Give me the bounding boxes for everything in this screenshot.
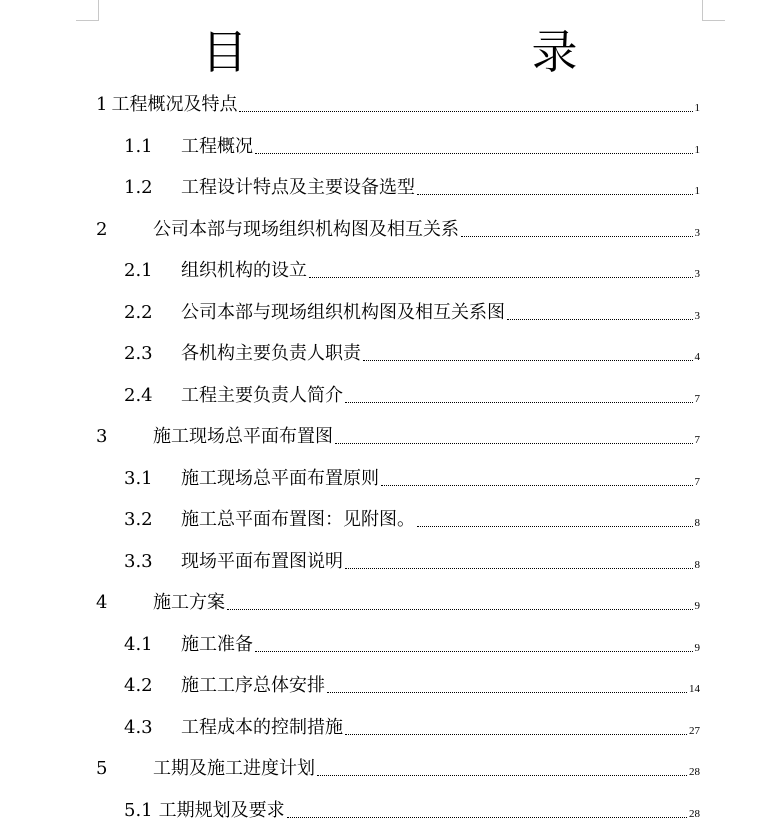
toc-entry-label: 施工现场总平面布置图: [153, 426, 333, 447]
toc-entry-label: 各机构主要负责人职责: [181, 343, 361, 364]
toc-entry[interactable]: [96, 711, 700, 739]
toc-dot-leader: [335, 442, 693, 444]
toc-dot-leader: [363, 359, 693, 361]
toc-entry-page-number: 1: [694, 144, 700, 156]
toc-entry-label: 组织机构的设立: [181, 260, 307, 281]
toc-entry-page-number: 9: [694, 642, 700, 654]
toc-dot-leader: [287, 816, 687, 818]
toc-dot-leader: [255, 650, 693, 652]
toc-entry-page-number: 1: [694, 185, 700, 197]
toc-entry-number: 1.1: [124, 136, 153, 157]
toc-entry-number: 4.2: [124, 675, 153, 696]
toc-dot-leader: [255, 152, 693, 154]
toc-title: 目 录: [201, 25, 642, 79]
toc-entry-label: 施工准备: [181, 634, 253, 655]
toc-entry-label: 施工现场总平面布置原则: [181, 468, 379, 489]
toc-entry-number: 3: [96, 426, 108, 447]
toc-entry-number: 3.3: [124, 551, 153, 572]
toc-entry-label: 工程概况及特点: [111, 94, 238, 115]
crop-mark-top-left: [76, 0, 99, 21]
toc-entry-number: 1: [96, 94, 108, 115]
toc-entry-page-number: 3: [694, 310, 700, 322]
toc-entry-number: 4: [96, 592, 108, 613]
toc-entry-page-number: 3: [694, 268, 700, 280]
toc-entry[interactable]: [96, 628, 700, 656]
toc-dot-leader: [461, 235, 693, 237]
toc-entry-label: 公司本部与现场组织机构图及相互关系: [153, 219, 459, 240]
toc-entry[interactable]: [96, 545, 700, 573]
toc-entry-number: 2.3: [124, 343, 153, 364]
toc-dot-leader: [381, 484, 693, 486]
toc-entry-label: 工程设计特点及主要设备选型: [181, 177, 415, 198]
toc-dot-leader: [507, 318, 693, 320]
toc-dot-leader: [345, 567, 693, 569]
toc-dot-leader: [327, 691, 687, 693]
toc-entry-label: 施工方案: [153, 592, 225, 613]
toc-entry-number: 1.2: [124, 177, 153, 198]
toc-entry-number: 3.1: [124, 468, 153, 489]
toc-entry-page-number: 9: [694, 600, 700, 612]
toc-entry-label: 工程概况: [181, 136, 253, 157]
toc-entry[interactable]: [96, 130, 700, 158]
toc-entry[interactable]: [96, 794, 700, 822]
toc-entry[interactable]: [96, 503, 700, 531]
toc-dot-leader: [227, 608, 693, 610]
toc-entry-label: 工期及施工进度计划: [153, 758, 315, 779]
toc-entry-page-number: 7: [694, 476, 700, 488]
toc-dot-leader: [309, 276, 693, 278]
toc-entry[interactable]: [96, 462, 700, 490]
toc-entry-number: 5: [96, 758, 108, 779]
toc-dot-leader: [317, 774, 687, 776]
toc-entry[interactable]: [96, 337, 700, 365]
toc-entry[interactable]: [96, 752, 700, 780]
toc-entry-label: 工程主要负责人简介: [181, 385, 343, 406]
toc-dot-leader: [417, 193, 693, 195]
toc-dot-leader: [345, 733, 687, 735]
toc-entry-page-number: 14: [689, 683, 700, 695]
crop-mark-top-right: [702, 0, 725, 21]
toc-entry-number: 4.3: [124, 717, 153, 738]
toc-entry[interactable]: [96, 213, 700, 241]
toc-entry-label: 施工总平面布置图：见附图。: [181, 509, 415, 530]
toc-entry-number: 2: [96, 219, 108, 240]
toc-entry-label: 现场平面布置图说明: [181, 551, 343, 572]
toc-entry-page-number: 28: [689, 808, 700, 820]
toc-entry[interactable]: [96, 379, 700, 407]
toc-entry-page-number: 8: [694, 517, 700, 529]
toc-entry-number: 4.1: [124, 634, 153, 655]
toc-entry[interactable]: [96, 88, 700, 116]
toc-entry-page-number: 27: [689, 725, 700, 737]
toc-entry-number: 3.2: [124, 509, 153, 530]
toc-entry-page-number: 3: [694, 227, 700, 239]
toc-entry[interactable]: [96, 669, 700, 697]
toc-entry-page-number: 7: [694, 434, 700, 446]
toc-entry[interactable]: [96, 171, 700, 199]
toc-entry[interactable]: [96, 420, 700, 448]
toc-entry-label: 施工工序总体安排: [181, 675, 325, 696]
toc-entry-number: 5.1: [124, 800, 153, 821]
toc-entry-page-number: 8: [694, 559, 700, 571]
toc-entry[interactable]: [96, 254, 700, 282]
toc-entry-number: 2.1: [124, 260, 153, 281]
toc-dot-leader: [417, 525, 693, 527]
toc-entry-page-number: 4: [694, 351, 700, 363]
toc-entry[interactable]: [96, 296, 700, 324]
toc-entry[interactable]: [96, 586, 700, 614]
toc-entry-label: 工程成本的控制措施: [181, 717, 343, 738]
toc-entry-number: 2.4: [124, 385, 153, 406]
toc-entry-page-number: 7: [694, 393, 700, 405]
toc-entry-label: 公司本部与现场组织机构图及相互关系图: [181, 302, 505, 323]
toc-dot-leader: [239, 110, 692, 112]
toc-dot-leader: [345, 401, 693, 403]
toc-entry-page-number: 28: [689, 766, 700, 778]
toc-entry-label: 工期规划及要求: [158, 800, 285, 821]
toc-entry-page-number: 1: [694, 102, 700, 114]
toc-entry-number: 2.2: [124, 302, 153, 323]
